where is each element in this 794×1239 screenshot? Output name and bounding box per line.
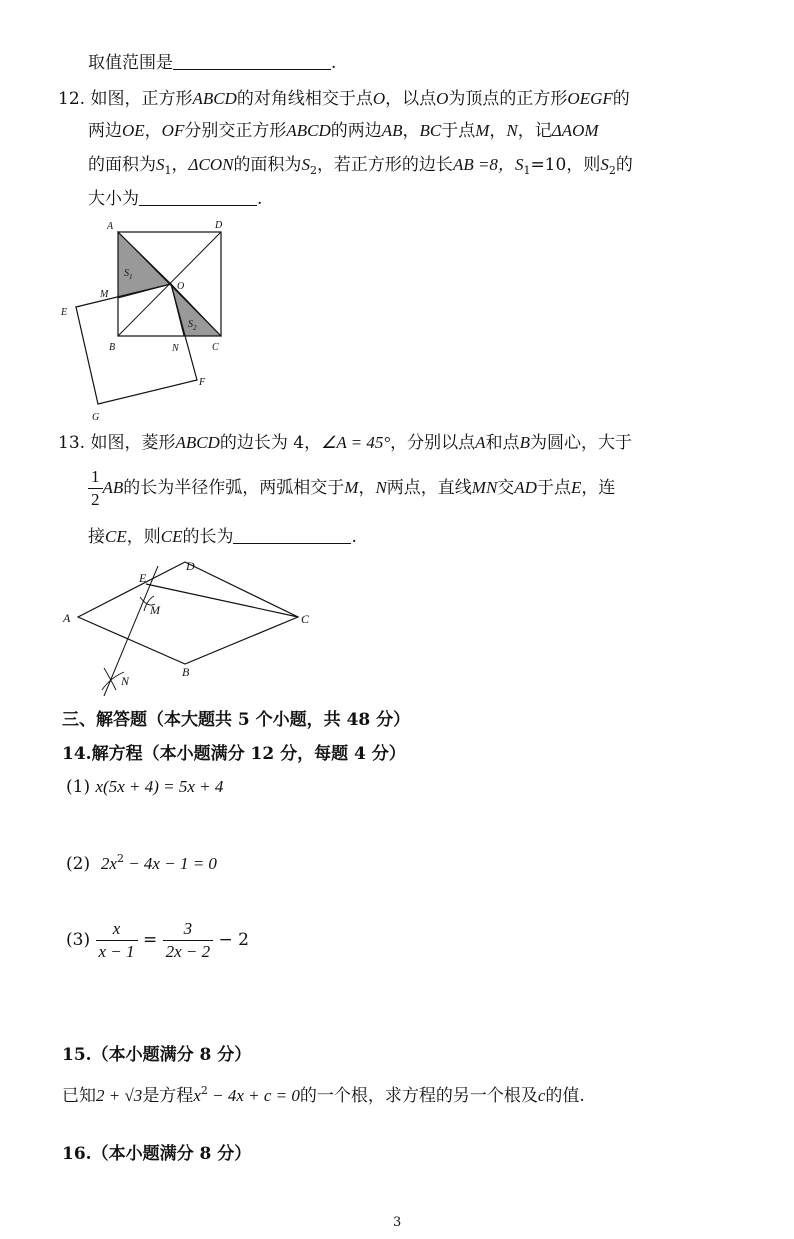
q12-line-2: 两边OE，OF分别交正方形ABCD的两边AB，BC于点M，N，记ΔAOM xyxy=(88,121,599,141)
q12-line-1: 12. 如图，正方形ABCD的对角线相交于点O，以点O为顶点的正方形OEGF的 xyxy=(58,89,630,109)
label-s2: $S_2$ xyxy=(188,319,197,332)
label-o: O xyxy=(177,281,185,292)
shaded-triangle-aom xyxy=(118,232,171,298)
label-c: C xyxy=(301,612,310,626)
q13-line-2: $\frac{1}{2}$ AB的长为半径作弧，两弧相交于M，N两点，直线MN交AD于点E，连 xyxy=(88,466,615,511)
fraction-one-half: $\frac{1}{2}$ xyxy=(88,466,103,511)
answer-blank xyxy=(139,189,257,206)
answer-line-range: 取值范围是 . xyxy=(88,53,337,73)
label-b: B xyxy=(109,342,116,353)
label-m: M xyxy=(100,289,109,300)
label-d: D xyxy=(186,559,195,573)
fraction-3-over-2x-minus-2: $\frac{3}{2x - 2}$ xyxy=(163,918,214,963)
q14-part-2: (2) $2x^2 - 4x - 1 = 0$ xyxy=(66,852,217,874)
q13-line-1: 13. 如图，菱形ABCD的边长为 4，∠A = 45°，分别以点A和点B为圆心，大于 xyxy=(58,433,632,453)
answer-blank xyxy=(173,53,331,70)
answer-blank xyxy=(233,527,351,544)
segment-ce xyxy=(146,584,298,617)
label-a: A xyxy=(107,221,114,232)
label-b: B xyxy=(182,665,190,679)
label-g: G xyxy=(92,412,100,423)
section-3-title: 三、解答题（本大题共 5 个小题，共 48 分） xyxy=(62,710,411,730)
q13-figure-rhombus xyxy=(58,552,330,702)
q14-part-1: (1) x(5x + 4) = 5x + 4 xyxy=(66,777,224,797)
fraction-x-over-x-minus-1: $\frac{x}{x - 1}$ xyxy=(96,918,138,963)
label-e: E xyxy=(61,307,68,318)
line-mn xyxy=(104,566,158,696)
q14-part-3: (3) $\frac{x}{x - 1}$ = $\frac{3}{2x - 2}$ − 2 xyxy=(66,919,249,961)
q15-title: 15.（本小题满分 8 分） xyxy=(62,1045,252,1065)
label-f: F xyxy=(199,377,206,388)
q12-line-4: 大小为 . xyxy=(88,189,263,209)
q12-figure-squares xyxy=(55,212,255,424)
label-n: N xyxy=(121,674,130,688)
q16-title: 16.（本小题满分 8 分） xyxy=(62,1144,252,1164)
q13-line-3: 接CE，则CE的长为 . xyxy=(88,527,357,547)
page-number: 3 xyxy=(393,1215,402,1230)
rhombus-abcd xyxy=(78,562,298,664)
label-n: N xyxy=(172,343,179,354)
q14-title: 14.解方程（本小题满分 12 分，每题 4 分） xyxy=(62,744,406,764)
label-c: C xyxy=(212,342,219,353)
label-a: A xyxy=(63,611,71,625)
label-e: E xyxy=(139,571,147,585)
label-d: D xyxy=(215,220,223,231)
label-s1: $S_1$ xyxy=(124,268,133,281)
q12-line-3: 的面积为$S_1$，ΔCON的面积为$S_2$，若正方形的边长AB =8，$S_1=10$，则$S_2$的 xyxy=(88,155,633,177)
label-m: M xyxy=(150,603,160,617)
q15-body: 已知2 + √3是方程$x^2 - 4x + c = 0$的一个根，求方程的另一个根及c的值. xyxy=(62,1084,585,1106)
